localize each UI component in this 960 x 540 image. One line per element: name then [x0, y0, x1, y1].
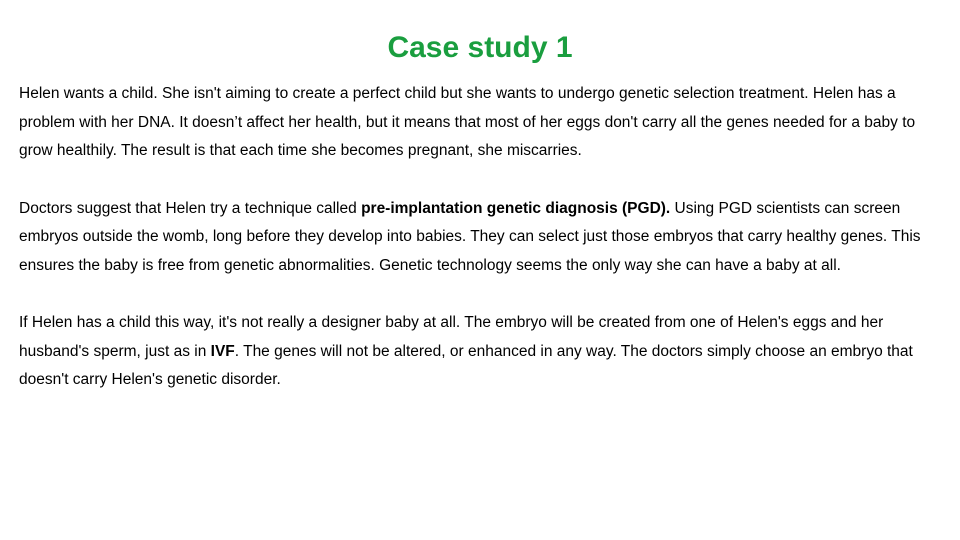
paragraph-1: Helen wants a child. She isn't aiming to create a perfect child but she wants to undergo genetic selection treatment. Helen has a problem with her DNA. It doesn’t affect her health, but it means that most of her eggs don't carry all the genes needed for a baby to grow healthily. The result is that each time she becomes pregnant, she miscarries.	[19, 85, 916, 159]
paragraph-2	[19, 195, 944, 281]
slide-body	[19, 80, 944, 424]
paragraph-3-rest: . The genes will not be altered, or enhanced in any way. The doctors simply choose an embryo that doesn't carry Helen's genetic disorder.	[19, 342, 913, 388]
ivf-term: IVF	[210, 342, 235, 360]
slide-title: Case study 1	[387, 31, 573, 64]
paragraph-2-rest: Using PGD scientists can screen embryos outside the womb, long before they develop into babies. They can select just those embryos that carry healthy genes. This ensures the baby is free from genetic abnormalities. Genetic technology seems the only way she can have a baby at all.	[19, 199, 921, 274]
paragraph-2-intro: Doctors suggest that Helen try a technique called	[19, 199, 362, 217]
paragraph-3-intro: If Helen has a child this way, it's not really a designer baby at all. The embryo will be created from one of Helen's eggs and her husband's sperm, just as in	[19, 314, 884, 360]
pgd-term: pre-implantation genetic diagnosis (PGD).	[361, 199, 671, 217]
paragraph-3	[19, 309, 944, 395]
